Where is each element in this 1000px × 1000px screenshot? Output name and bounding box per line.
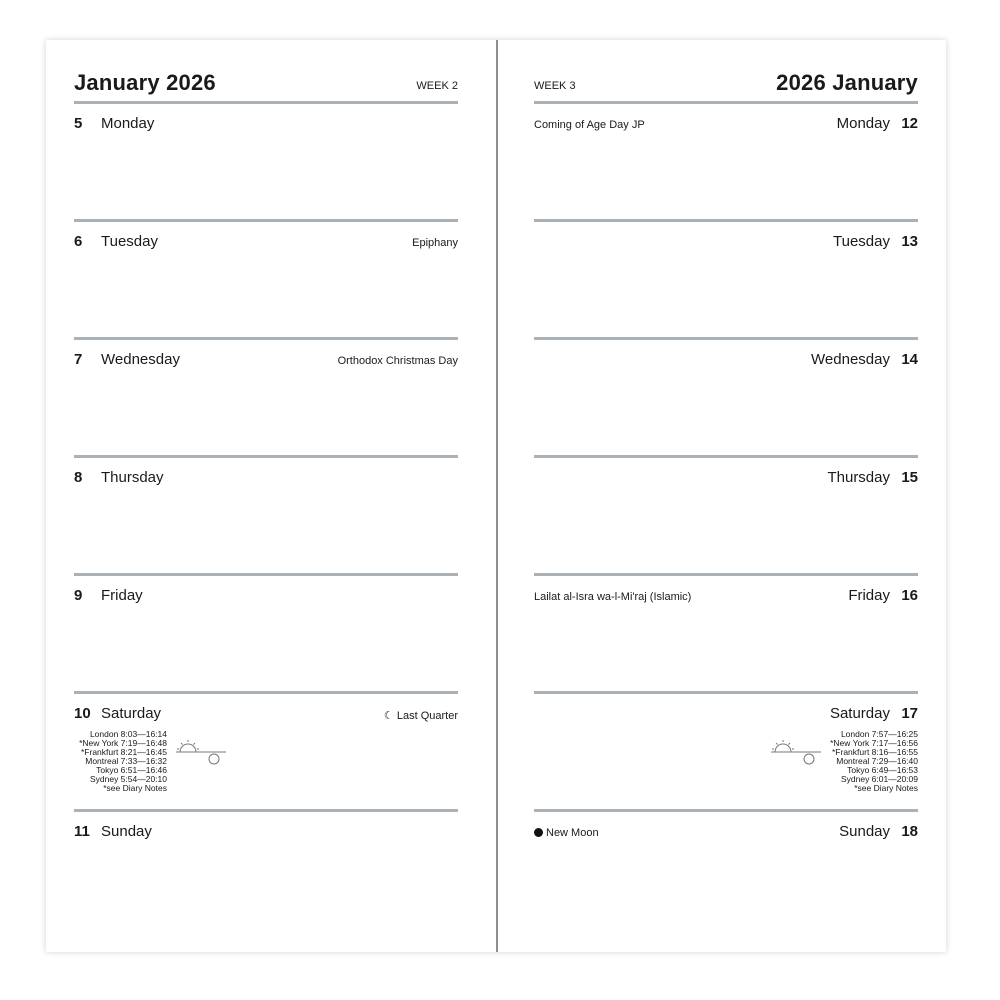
day-name: Saturday bbox=[101, 705, 162, 722]
day-entry[interactable] bbox=[534, 812, 918, 952]
day-name: Sunday bbox=[101, 823, 152, 840]
day-number: 8 bbox=[74, 469, 83, 486]
holiday-label: Epiphany bbox=[412, 237, 458, 249]
day-number: 11 bbox=[74, 823, 90, 840]
day-name: Friday bbox=[101, 587, 143, 604]
day-number: 12 bbox=[901, 115, 918, 132]
day-entry[interactable] bbox=[74, 340, 458, 458]
page-header bbox=[74, 40, 458, 101]
day-number: 9 bbox=[74, 587, 83, 604]
day-entry[interactable] bbox=[74, 222, 458, 340]
sunrise-sunset-icon bbox=[771, 738, 823, 768]
day-number: 16 bbox=[901, 587, 918, 604]
holiday-label: Coming of Age Day JP bbox=[534, 119, 645, 131]
last-quarter-moon-icon: ☾ bbox=[383, 710, 394, 722]
day-entry[interactable] bbox=[74, 812, 458, 952]
right-page bbox=[534, 40, 918, 952]
page-header bbox=[534, 40, 918, 101]
page-title: January 2026 bbox=[74, 70, 216, 95]
sunrise-sunset-icon bbox=[176, 738, 228, 768]
day-name: Sunday bbox=[839, 823, 890, 840]
day-name: Monday bbox=[101, 115, 155, 132]
sunrise-sunset-table: London 7:57—16:25 *New York 7:17—16:56 *Frankfurt 8:16—16:55 Montreal 7:29—16:40 Tokyo 6:49—16:53 Sydney 6:01—20:09 *see Diary Notes bbox=[830, 729, 918, 793]
day-name: Saturday bbox=[829, 705, 890, 722]
day-number: 10 bbox=[74, 705, 91, 722]
moon-phase-label: New Moon bbox=[534, 827, 599, 839]
page-spine bbox=[496, 40, 498, 952]
new-moon-icon bbox=[534, 828, 543, 837]
day-entry[interactable] bbox=[74, 458, 458, 576]
day-name: Monday bbox=[836, 115, 890, 132]
day-number: 15 bbox=[901, 469, 918, 486]
day-name: Thursday bbox=[827, 469, 890, 486]
day-entry[interactable] bbox=[534, 222, 918, 340]
day-name: Tuesday bbox=[101, 233, 158, 250]
day-entry[interactable] bbox=[74, 104, 458, 222]
day-number: 6 bbox=[74, 233, 83, 250]
week-label: WEEK 2 bbox=[416, 80, 458, 92]
page-title: 2026 January bbox=[776, 70, 918, 95]
holiday-label: Lailat al-Isra wa-l-Mi'raj (Islamic) bbox=[534, 591, 692, 603]
day-name: Wednesday bbox=[101, 351, 180, 368]
left-page bbox=[74, 40, 458, 952]
day-entry[interactable] bbox=[74, 576, 458, 694]
day-entry[interactable] bbox=[534, 458, 918, 576]
day-entry[interactable] bbox=[534, 104, 918, 222]
day-number: 14 bbox=[901, 351, 918, 368]
day-number: 7 bbox=[74, 351, 83, 368]
week-label: WEEK 3 bbox=[534, 80, 576, 92]
day-number: 13 bbox=[901, 233, 918, 250]
sunrise-sunset-table: London 8:03—16:14 *New York 7:19—16:48 *Frankfurt 8:21—16:45 Montreal 7:33—16:32 Tokyo 6:51—16:46 Sydney 5:54—20:10 *see Diary Notes bbox=[79, 729, 167, 793]
day-number: 5 bbox=[74, 115, 83, 132]
moon-phase-label: ☾ Last Quarter bbox=[383, 710, 458, 722]
day-name: Tuesday bbox=[833, 233, 890, 250]
day-entry[interactable] bbox=[534, 576, 918, 694]
day-entry[interactable] bbox=[534, 694, 918, 812]
day-name: Thursday bbox=[101, 469, 164, 486]
day-name: Friday bbox=[848, 587, 890, 604]
day-number: 17 bbox=[901, 705, 918, 722]
day-entry[interactable] bbox=[74, 694, 458, 812]
day-number: 18 bbox=[901, 823, 918, 840]
day-entry[interactable] bbox=[534, 340, 918, 458]
day-name: Wednesday bbox=[811, 351, 890, 368]
holiday-label: Orthodox Christmas Day bbox=[337, 355, 458, 367]
